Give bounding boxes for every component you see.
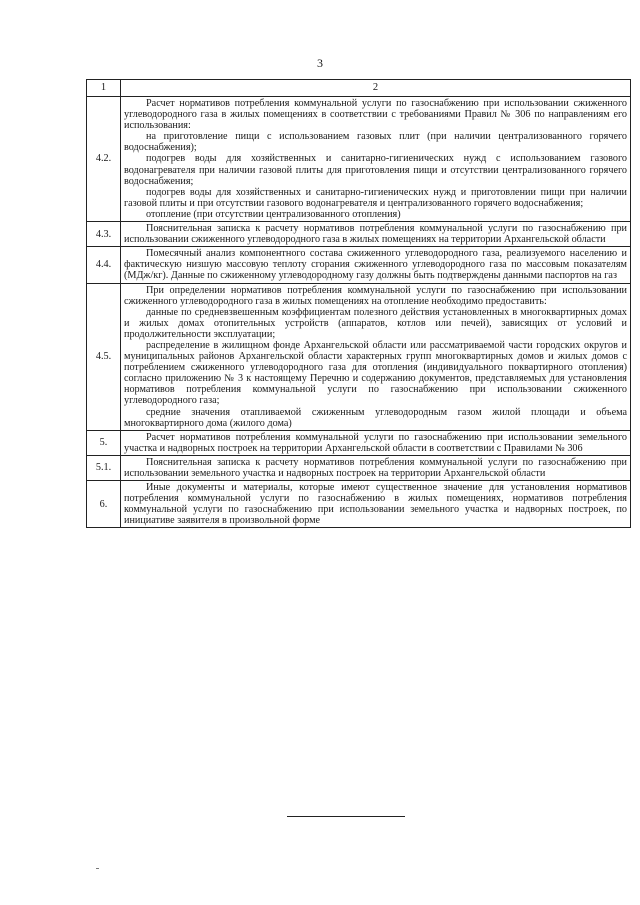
table-row [87, 247, 631, 283]
end-of-document-rule [287, 816, 405, 817]
table-body [87, 97, 631, 528]
table-row [87, 455, 631, 480]
description-paragraph: отопление (при отсутствии централизованного отопления) [146, 208, 401, 220]
row-description-cell [121, 455, 631, 480]
table-row [87, 222, 631, 247]
description-paragraph: данные по средневзвешенным коэффициентам полезного действия установленных в многоквартирных домах и жилых домах отопительных устройств (аппаратов, котлов или печей), зависящих от условий и продолжительности эксплуатации; [124, 306, 627, 340]
description-paragraph: Расчет нормативов потребления коммунальной услуги по газоснабжению при использовании сжиженного углеводородного газа в жилых помещениях в соответствии с требованиями Правил № 306 по направлениям его использования: [124, 98, 627, 132]
description-paragraph: Пояснительная записка к расчету нормативов потребления коммунальной услуги по газоснабжению при использовании сжиженного углеводородного газа в жилых помещениях на территории Архангельской области [124, 223, 627, 246]
documents-table [86, 79, 631, 528]
header-cell-description: 2 [121, 80, 631, 97]
description-paragraph: распределение в жилищном фонде Архангельской области или рассматриваемой части городских округов и муниципальных районов Архангельской области характерных групп многоквартирных домов и жилых домов с потреблением сжиженного углеводородного газа для отопления (индивидуального поквартирного отопления) согласно приложению № 3 к настоящему Перечню и содержанию документов, представляемых для установления нормативов потребления коммунальной услуги по газоснабжению при использовании сжиженного углеводородного газа; [124, 339, 627, 407]
description-paragraph: на приготовление пищи с использованием газовых плит (при наличии централизованного горячего водоснабжения); [124, 131, 627, 154]
row-number-cell: 4.4. [87, 247, 121, 283]
description-paragraph: При определении нормативов потребления коммунальной услуги по газоснабжению при использовании сжиженного углеводородного газа в жилых помещениях на отопление необходимо предоставить: [124, 284, 627, 307]
row-number-cell: 5. [87, 430, 121, 455]
description-paragraph: подогрев воды для хозяйственных и санитарно-гигиенических нужд с использованием газового водонагревателя при наличии газовой плиты для приготовления пищи и отсутствии централизованного горячего водоснабжения; [124, 153, 627, 187]
row-description-cell [121, 481, 631, 528]
row-description-cell [121, 283, 631, 430]
row-number-cell: 4.5. [87, 283, 121, 430]
row-number-cell: 4.2. [87, 97, 121, 222]
page-number: 3 [317, 56, 323, 70]
table-header-row [87, 80, 631, 97]
row-description-cell [121, 247, 631, 283]
description-paragraph: Иные документы и материалы, которые имеют существенное значение для установления нормативов потребления коммунальной услуги по газоснабжению в жилых помещениях, нормативов потребления коммунальной услуги по газоснабжению при использовании земельного участка и надворных построек, по инициативе заявителя в произвольной форме [124, 482, 627, 527]
row-description-cell [121, 222, 631, 247]
row-number-cell: 5.1. [87, 455, 121, 480]
description-paragraph: Расчет нормативов потребления коммунальной услуги по газоснабжению при использовании земельного участка и надворных построек на территории Архангельской области в соответствии с Правилами № 306 [124, 431, 627, 454]
table-row [87, 430, 631, 455]
row-number-cell: 4.3. [87, 222, 121, 247]
row-description-cell [121, 97, 631, 222]
description-paragraph: Помесячный анализ компонентного состава сжиженного углеводородного газа, реализуемого населению и фактическую низшую массовую теплоту сгорания сжиженного углеводородного газа по массовым показателям (МДж/кг). Данные по сжиженному углеводородному газу должны быть подтверждены данными паспортов на газ [124, 248, 627, 282]
header-cell-number: 1 [87, 80, 121, 97]
scan-artifact [96, 868, 99, 869]
table-row [87, 481, 631, 528]
description-paragraph: средние значения отапливаемой сжиженным углеводородным газом жилой площади и объема многоквартирного дома (жилого дома) [124, 406, 627, 429]
row-description-cell [121, 430, 631, 455]
description-paragraph: Пояснительная записка к расчету нормативов потребления коммунальной услуги по газоснабжению при использовании земельного участка и надворных построек на территории Архангельской области [124, 456, 627, 479]
table-row [87, 97, 631, 222]
description-paragraph: подогрев воды для хозяйственных и санитарно-гигиенических нужд и приготовлении пищи при наличии газовой плиты и при отсутствии газового водонагревателя и централизованного горячего водоснабжения; [124, 186, 627, 209]
row-number-cell: 6. [87, 481, 121, 528]
table-row [87, 283, 631, 430]
